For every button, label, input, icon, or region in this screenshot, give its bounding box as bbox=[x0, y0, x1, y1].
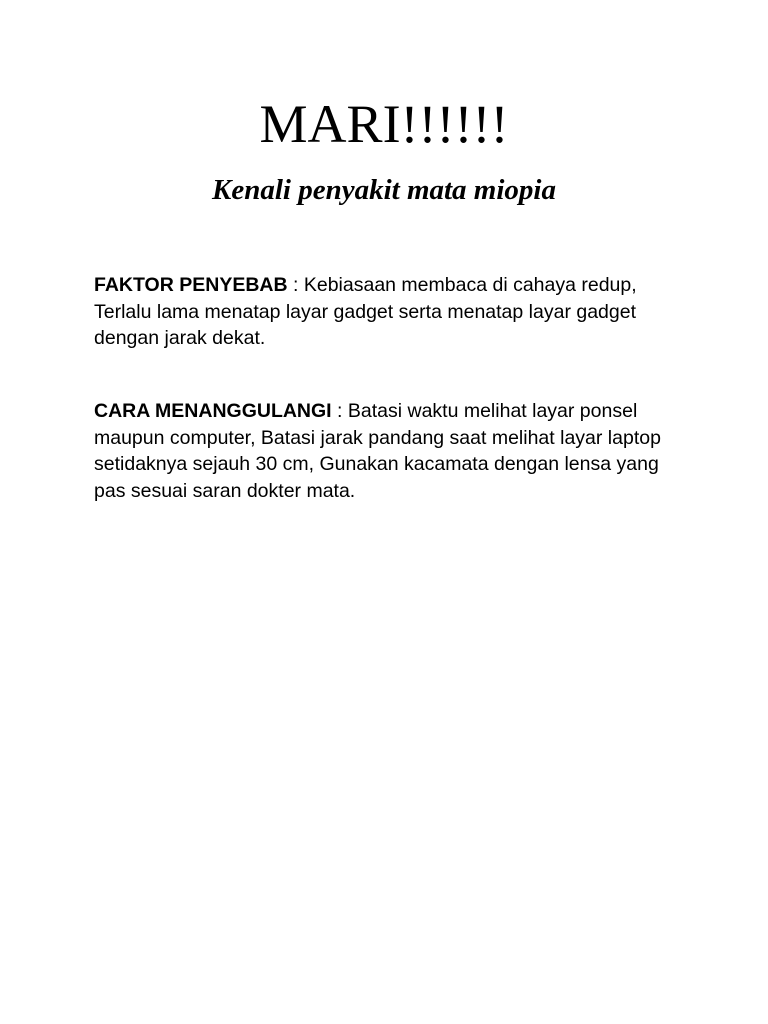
section-separator: : bbox=[331, 400, 348, 422]
page-title: MARI!!!!!! bbox=[259, 94, 509, 154]
section-label: FAKTOR PENYEBAB bbox=[94, 274, 288, 296]
section-cara-menanggulangi bbox=[94, 398, 674, 504]
section-label: CARA MENANGGULANGI bbox=[94, 400, 332, 422]
section-text: Batasi waktu melihat layar ponsel maupun computer, Batasi jarak pandang saat melihat layar laptop setidaknya sejauh 30 cm, Gunakan kacamata dengan lensa yang pas sesuai saran dokter mata. bbox=[94, 400, 661, 502]
page-subtitle: Kenali penyakit mata miopia bbox=[212, 174, 556, 206]
section-text: Kebiasaan membaca di cahaya redup, Terlalu lama menatap layar gadget serta menatap layar gadget dengan jarak dekat. bbox=[94, 274, 637, 349]
section-separator: : bbox=[287, 274, 304, 296]
section-faktor-penyebab bbox=[94, 272, 674, 352]
